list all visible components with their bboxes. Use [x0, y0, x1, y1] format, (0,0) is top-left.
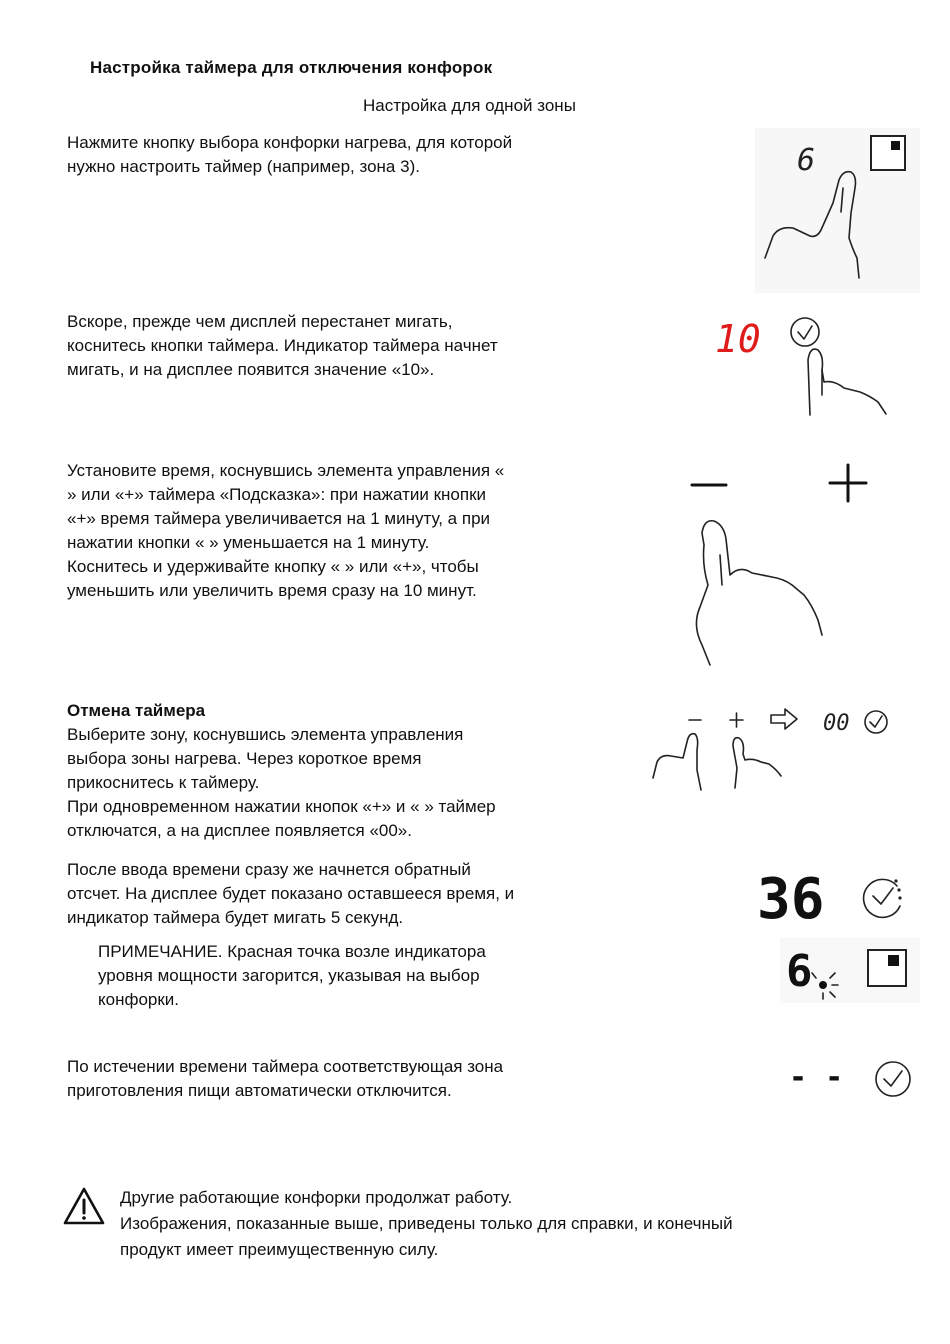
text-line: продукт имеет преимущественную силу.: [120, 1240, 439, 1259]
zone-select-button-icon: [871, 136, 905, 170]
text-line: конфорки.: [98, 990, 180, 1009]
text-line: ПРИМЕЧАНИЕ. Красная точка возле индикатора: [98, 942, 486, 961]
warning-triangle-icon: [62, 1186, 106, 1226]
cancel-text: [67, 699, 496, 843]
timer-display-red: 10: [715, 317, 761, 361]
hand-pointer-icon: [696, 521, 822, 665]
hand-right-icon: [733, 738, 781, 788]
timer-clock-icon: [876, 1062, 910, 1096]
warning-text: [120, 1185, 733, 1263]
text-line: Нажмите кнопку выбора конфорки нагрева, для которой: [67, 133, 513, 152]
text-line: уровня мощности загорится, указывая на выбор: [98, 966, 480, 985]
countdown-display: 36: [757, 867, 825, 932]
text-line: прикоснитесь к таймеру.: [67, 773, 260, 792]
text-line: Вскоре, прежде чем дисплей перестанет мигать,: [67, 312, 453, 331]
arrow-right-icon: [771, 709, 797, 729]
text-line: Коснитесь и удерживайте кнопку « » или «+», чтобы: [67, 557, 479, 576]
zone-select-button-icon: [868, 950, 906, 986]
text-line: По истечении времени таймера соответствующая зона: [67, 1057, 504, 1076]
step1-illustration: [755, 128, 920, 293]
note-text: [98, 940, 486, 1012]
text-line: Выберите зону, коснувшись элемента управления: [67, 725, 464, 744]
cancel-illustration: [645, 700, 905, 795]
text-line: мигать, и на дисплее появится значение «10».: [67, 360, 435, 379]
power-level-display: 6: [786, 946, 813, 997]
text-line: отсчет. На дисплее будет показано оставшееся время, и: [67, 884, 515, 903]
hand-pointer-icon: [808, 349, 886, 415]
end-illustration: [785, 1055, 920, 1105]
page-title: Настройка таймера для отключения конфорок: [90, 58, 493, 77]
text-line: приготовления пищи автоматически отключится.: [67, 1081, 452, 1100]
text-line: Изображения, показанные выше, приведены только для справки, и конечный: [120, 1214, 733, 1233]
step2-illustration: [710, 310, 900, 425]
text-line: При одновременном нажатии кнопок «+» и « » таймер: [67, 797, 496, 816]
note-illustration: [780, 938, 920, 1003]
step1-text: [67, 131, 512, 179]
cancel-heading: Отмена таймера: [67, 701, 206, 720]
zone-display-digit: 6: [797, 143, 816, 178]
text-line: выбора зоны нагрева. Через короткое время: [67, 749, 422, 768]
end-display: - -: [789, 1060, 844, 1095]
plus-icon: [830, 465, 866, 501]
page-subtitle: Настройка для одной зоны: [363, 96, 576, 115]
timer-clock-icon: [791, 318, 819, 346]
step2-text: [67, 310, 498, 382]
text-line: коснитесь кнопки таймера. Индикатор таймера начнет: [67, 336, 498, 355]
step3-text: [67, 459, 504, 603]
timer-clock-icon: [864, 879, 902, 917]
hand-left-icon: [653, 734, 701, 790]
text-line: нужно настроить таймер (например, зона 3).: [67, 157, 420, 176]
text-line: нажатии кнопки « » уменьшается на 1 минуту.: [67, 533, 430, 552]
cancel-display: 00: [823, 711, 850, 736]
text-line: Установите время, коснувшись элемента управления «: [67, 461, 505, 480]
text-line: После ввода времени сразу же начнется обратный: [67, 860, 471, 879]
countdown-illustration: [755, 862, 915, 932]
end-text: [67, 1055, 503, 1103]
text-line: отключатся, а на дисплее появляется «00».: [67, 821, 412, 840]
text-line: «+» время таймера увеличивается на 1 минуту, а при: [67, 509, 491, 528]
text-line: Другие работающие конфорки продолжат работу.: [120, 1188, 513, 1207]
timer-clock-icon: [865, 711, 887, 733]
text-line: индикатор таймера будет мигать 5 секунд.: [67, 908, 404, 927]
countdown-text: [67, 858, 514, 930]
step3-illustration: [680, 455, 890, 680]
text-line: » или «+» таймера «Подсказка»: при нажатии кнопки: [67, 485, 486, 504]
text-line: уменьшить или увеличить время сразу на 10 минут.: [67, 581, 477, 600]
plus-icon: [730, 713, 743, 727]
